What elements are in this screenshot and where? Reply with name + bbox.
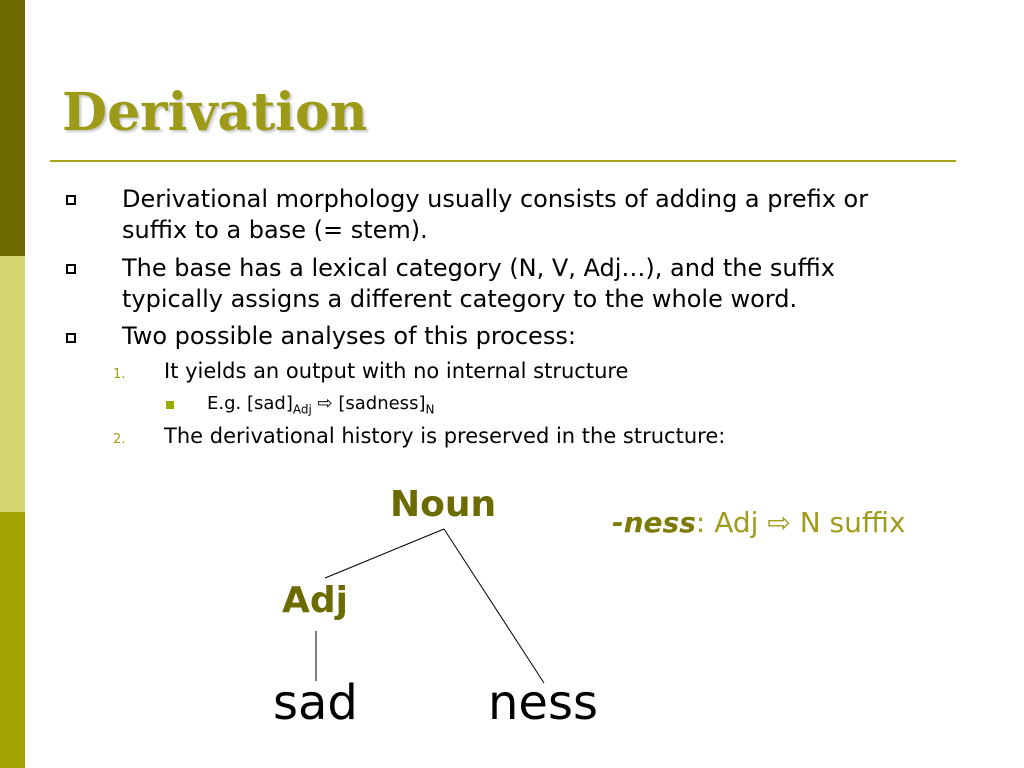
bullet-2-line-2: typically assigns a different category to the whole word.: [122, 285, 798, 313]
slide-title: Derivation: [62, 82, 368, 143]
branch-noun-adj: [325, 529, 444, 578]
bullet-1-line-2: suffix to a base (= stem).: [122, 216, 428, 244]
tree-leaf-ness: ness: [488, 675, 598, 731]
tree-node-noun: Noun: [390, 484, 497, 525]
suffix-dash: -: [612, 506, 624, 539]
example-sub-n: N: [425, 402, 435, 417]
arrow-icon: ⇨: [317, 393, 333, 414]
tree-leaf-sad: sad: [273, 675, 358, 731]
suffix-annotation: [612, 506, 906, 539]
bullet-1-line-1: Derivational morphology usually consists of adding a prefix or: [122, 185, 869, 213]
sub-item-2-number: 2.: [113, 432, 126, 447]
bullet-3-line-1: Two possible analyses of this process:: [122, 322, 576, 350]
suffix-description: : Adj ⇨ N suffix: [695, 506, 906, 539]
tree-node-adj: Adj: [282, 580, 348, 621]
bullet-2-line-1: The base has a lexical category (N, V, Adj…), and the suffix: [122, 254, 835, 282]
sub-item-1-number: 1.: [113, 367, 126, 382]
example-mid: [sadness]: [332, 393, 426, 414]
suffix-affix: ness: [623, 506, 696, 539]
branch-noun-ness: [444, 529, 544, 683]
sub-item-1-text: It yields an output with no internal structure: [164, 359, 629, 383]
example-prefix: E.g. [sad]: [207, 393, 293, 414]
sub-item-2-text: The derivational history is preserved in the structure:: [164, 424, 726, 448]
example-sub-adj: Adj: [292, 402, 312, 417]
